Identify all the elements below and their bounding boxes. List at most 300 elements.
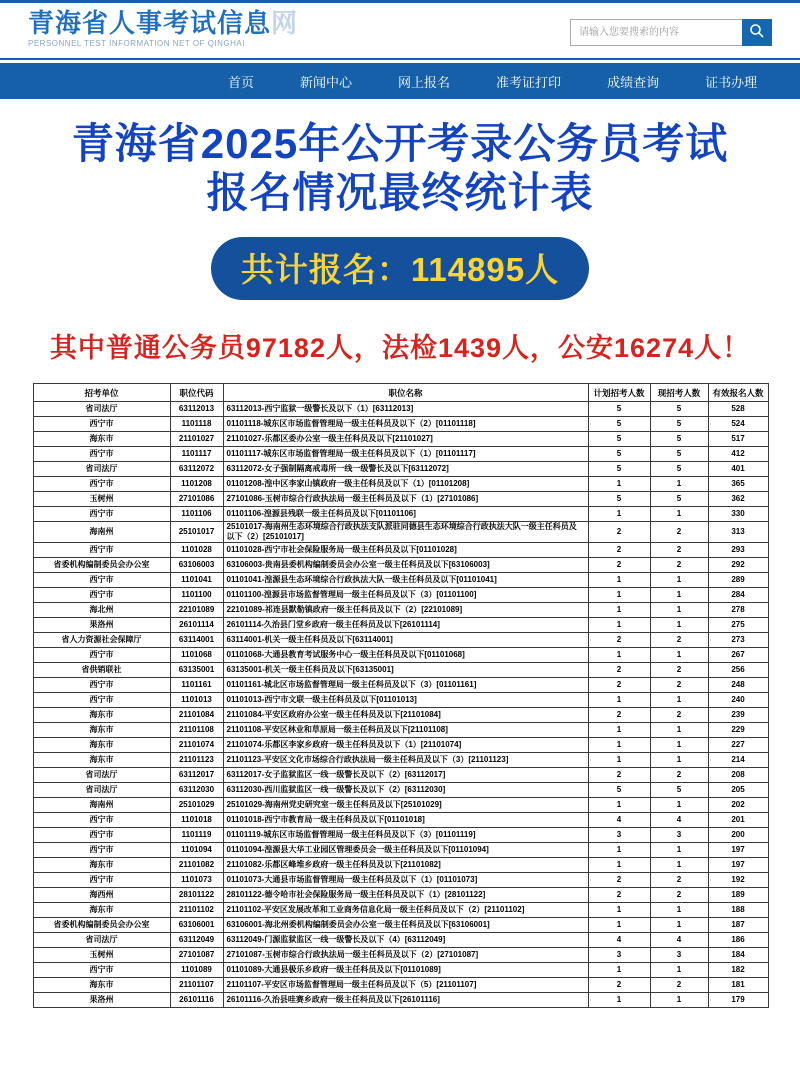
table-cell: 21101084-平安区政府办公室一级主任科员及以下[21101084] (223, 708, 588, 723)
table-cell: 4 (588, 933, 650, 948)
table-cell: 256 (708, 663, 768, 678)
table-row (33, 603, 768, 618)
table-row (33, 948, 768, 963)
table-cell: 5 (650, 447, 708, 462)
table-cell: 293 (708, 543, 768, 558)
table-cell: 27101087-玉树市综合行政执法局一级主任科员及以下（2）[27101087] (223, 948, 588, 963)
table-cell: 5 (588, 492, 650, 507)
breakdown-highlight: 其中普通公务员97182人，法检1439人，公安16274人！ (49, 333, 751, 364)
table-cell: 5 (650, 492, 708, 507)
column-header: 现招考人数 (650, 384, 708, 402)
table-cell: 2 (650, 633, 708, 648)
table-cell: 63114001-机关一级主任科员及以下[63114001] (223, 633, 588, 648)
table-cell: 63106003 (170, 558, 223, 573)
table-cell: 21101107-平安区市场监督管理局一级主任科员及以下（5）[21101107] (223, 978, 588, 993)
table-cell: 289 (708, 573, 768, 588)
table-cell: 1 (588, 993, 650, 1008)
table-cell: 3 (588, 948, 650, 963)
table-cell: 63112049 (170, 933, 223, 948)
column-header: 计划招考人数 (588, 384, 650, 402)
table-cell: 2 (588, 708, 650, 723)
table-cell: 5 (588, 462, 650, 477)
table-row (33, 618, 768, 633)
nav-item-admission-ticket[interactable]: 准考证打印 (496, 74, 562, 90)
table-cell: 海东市 (33, 738, 170, 753)
site-header (0, 3, 800, 56)
table-cell: 2 (650, 558, 708, 573)
table-cell: 248 (708, 678, 768, 693)
table-cell: 208 (708, 768, 768, 783)
table-cell: 2 (588, 873, 650, 888)
table-cell: 330 (708, 507, 768, 522)
statistics-table (33, 383, 769, 1008)
table-row (33, 522, 768, 543)
table-cell: 西宁市 (33, 573, 170, 588)
table-cell: 海东市 (33, 903, 170, 918)
table-cell: 玉树州 (33, 948, 170, 963)
table-cell: 3 (588, 828, 650, 843)
table-cell: 21101074 (170, 738, 223, 753)
table-cell: 365 (708, 477, 768, 492)
table-cell: 西宁市 (33, 543, 170, 558)
table-row (33, 993, 768, 1008)
table-cell: 25101017 (170, 522, 223, 543)
table-cell: 2 (650, 768, 708, 783)
page-title-line2: 报名情况最终统计表 (206, 169, 594, 217)
table-cell: 412 (708, 447, 768, 462)
table-cell: 184 (708, 948, 768, 963)
table-cell: 362 (708, 492, 768, 507)
table-cell: 西宁市 (33, 678, 170, 693)
table-cell: 25101029-海南州党史研究室一级主任科员及以下[25101029] (223, 798, 588, 813)
table-cell: 292 (708, 558, 768, 573)
table-cell: 01101161-城北区市场监督管理局一级主任科员及以下（3）[01101161] (223, 678, 588, 693)
table-cell: 63135001 (170, 663, 223, 678)
table-cell: 01101094-湟源县大华工业园区管理委员会一级主任科员及以下[01101094] (223, 843, 588, 858)
column-header: 职位名称 (223, 384, 588, 402)
table-cell: 21101108 (170, 723, 223, 738)
table-cell: 2 (650, 522, 708, 543)
table-cell: 28101122-德令哈市社会保险服务局一级主任科员及以下（1）[28101122] (223, 888, 588, 903)
table-cell: 1 (650, 918, 708, 933)
table-cell: 528 (708, 402, 768, 417)
table-cell: 1 (650, 507, 708, 522)
table-cell: 21101084 (170, 708, 223, 723)
table-cell: 1101118 (170, 417, 223, 432)
logo-title (28, 9, 298, 38)
table-cell: 1101018 (170, 813, 223, 828)
table-cell: 1 (650, 588, 708, 603)
table-cell: 201 (708, 813, 768, 828)
table-cell: 202 (708, 798, 768, 813)
table-cell: 3 (650, 828, 708, 843)
table-cell: 01101117-城东区市场监督管理局一级主任科员及以下（1）[01101117] (223, 447, 588, 462)
table-row (33, 573, 768, 588)
table-row (33, 477, 768, 492)
table-cell: 26101116-久治县哇赛乡政府一级主任科员及以下[26101116] (223, 993, 588, 1008)
table-row (33, 558, 768, 573)
table-cell: 21101074-乐都区李家乡政府一级主任科员及以下（1）[21101074] (223, 738, 588, 753)
table-cell: 1 (650, 477, 708, 492)
table-cell: 2 (588, 522, 650, 543)
table-row (33, 978, 768, 993)
table-cell: 21101107 (170, 978, 223, 993)
table-cell: 海东市 (33, 432, 170, 447)
table-cell: 63112072 (170, 462, 223, 477)
search-input[interactable] (570, 19, 742, 46)
table-cell: 西宁市 (33, 813, 170, 828)
table-cell: 01101118-城东区市场监督管理局一级主任科员及以下（2）[01101118] (223, 417, 588, 432)
table-cell: 2 (650, 978, 708, 993)
table-cell: 181 (708, 978, 768, 993)
table-row (33, 783, 768, 798)
table-cell: 63114001 (170, 633, 223, 648)
table-cell: 1 (588, 588, 650, 603)
table-row (33, 813, 768, 828)
table-cell: 2 (588, 978, 650, 993)
table-cell: 4 (650, 813, 708, 828)
table-cell: 63135001-机关一级主任科员及以下[63135001] (223, 663, 588, 678)
table-cell: 1 (650, 843, 708, 858)
table-cell: 5 (650, 462, 708, 477)
table-cell: 海东市 (33, 723, 170, 738)
statistics-table-wrap (33, 383, 768, 1008)
table-cell: 200 (708, 828, 768, 843)
table-cell: 1 (588, 963, 650, 978)
table-cell: 省委机构编制委员会办公室 (33, 558, 170, 573)
table-cell: 玉树州 (33, 492, 170, 507)
table-cell: 01101041-湟源县生态环境综合行政执法大队一级主任科员及以下[01101041] (223, 573, 588, 588)
table-cell: 1 (650, 798, 708, 813)
table-cell: 1101089 (170, 963, 223, 978)
table-cell: 省司法厅 (33, 462, 170, 477)
logo-title-main: 青海省人事考试信息 (28, 8, 272, 38)
table-cell: 187 (708, 918, 768, 933)
table-row (33, 768, 768, 783)
table-cell: 01101073-大通县市场监督管理局一级主任科员及以下（1）[01101073] (223, 873, 588, 888)
table-cell: 西宁市 (33, 417, 170, 432)
table-cell: 2 (650, 873, 708, 888)
total-registration-badge: 共计报名：114895人 (211, 237, 589, 300)
table-row (33, 843, 768, 858)
table-cell: 海北州 (33, 603, 170, 618)
table-cell: 省委机构编制委员会办公室 (33, 918, 170, 933)
table-cell: 1 (650, 963, 708, 978)
table-cell: 西宁市 (33, 828, 170, 843)
table-cell: 63112030 (170, 783, 223, 798)
table-cell: 240 (708, 693, 768, 708)
table-cell: 5 (650, 402, 708, 417)
table-cell: 2 (588, 558, 650, 573)
table-cell: 27101086-玉树市综合行政执法局一级主任科员及以下（1）[27101086] (223, 492, 588, 507)
table-cell: 5 (588, 402, 650, 417)
table-cell: 63112017-女子监狱监区一线一级警长及以下（2）[63112017] (223, 768, 588, 783)
table-cell: 01101028-西宁市社会保险服务局一级主任科员及以下[01101028] (223, 543, 588, 558)
table-cell: 192 (708, 873, 768, 888)
table-cell: 5 (650, 783, 708, 798)
table-cell: 省人力资源社会保障厅 (33, 633, 170, 648)
logo-subtitle: PERSONNEL TEST INFORMATION NET OF QINGHAI (28, 38, 245, 48)
table-cell: 21101027 (170, 432, 223, 447)
table-cell: 海东市 (33, 708, 170, 723)
table-cell: 1101013 (170, 693, 223, 708)
table-cell: 63106001 (170, 918, 223, 933)
table-cell: 21101027-乐都区委办公室一级主任科员及以下[21101027] (223, 432, 588, 447)
table-cell: 26101116 (170, 993, 223, 1008)
table-cell: 1 (650, 903, 708, 918)
table-cell: 西宁市 (33, 963, 170, 978)
table-row (33, 933, 768, 948)
table-cell: 海东市 (33, 978, 170, 993)
table-cell: 1101028 (170, 543, 223, 558)
table-cell: 省司法厅 (33, 402, 170, 417)
nav-item-news[interactable]: 新闻中心 (300, 74, 353, 90)
nav-item-home[interactable]: 首页 (228, 74, 255, 90)
table-row (33, 507, 768, 522)
magnifier-icon (749, 23, 765, 42)
table-cell: 205 (708, 783, 768, 798)
table-cell: 1 (588, 648, 650, 663)
table-cell: 239 (708, 708, 768, 723)
table-cell: 1101073 (170, 873, 223, 888)
table-cell: 1 (588, 858, 650, 873)
table-cell: 西宁市 (33, 507, 170, 522)
table-cell: 1 (650, 723, 708, 738)
table-cell: 21101123 (170, 753, 223, 768)
table-cell: 1 (650, 648, 708, 663)
search-bar (570, 19, 772, 46)
table-row (33, 588, 768, 603)
table-cell: 21101102-平安区发展改革和工业商务信息化局一级主任科员及以下（2）[21101102] (223, 903, 588, 918)
nav-item-online-registration[interactable]: 网上报名 (398, 74, 451, 90)
table-cell: 22101089-祁连县默勒镇政府一级主任科员及以下（2）[22101089] (223, 603, 588, 618)
table-cell: 果洛州 (33, 993, 170, 1008)
table-cell: 197 (708, 858, 768, 873)
table-cell: 186 (708, 933, 768, 948)
table-cell: 63112013 (170, 402, 223, 417)
table-cell: 海南州 (33, 798, 170, 813)
table-cell: 西宁市 (33, 588, 170, 603)
table-cell: 1 (650, 738, 708, 753)
search-button[interactable] (742, 19, 772, 46)
table-cell: 63112013-西宁监狱一级警长及以下（1）[63112013] (223, 402, 588, 417)
table-row (33, 648, 768, 663)
table-cell: 28101122 (170, 888, 223, 903)
table-cell: 63112030-西川监狱监区一线一级警长及以下（2）[63112030] (223, 783, 588, 798)
table-cell: 果洛州 (33, 618, 170, 633)
table-cell: 5 (650, 417, 708, 432)
table-row (33, 447, 768, 462)
table-cell: 284 (708, 588, 768, 603)
table-cell: 1101041 (170, 573, 223, 588)
table-cell: 西宁市 (33, 477, 170, 492)
table-cell: 197 (708, 843, 768, 858)
table-cell: 01101018-西宁市教育局一级主任科员及以下[01101018] (223, 813, 588, 828)
table-cell: 1 (650, 603, 708, 618)
table-cell: 西宁市 (33, 447, 170, 462)
table-cell: 1 (588, 738, 650, 753)
table-cell: 海东市 (33, 753, 170, 768)
column-header: 有效报名人数 (708, 384, 768, 402)
table-cell: 63112049-门源监狱监区一线一级警长及以下（4）[63112049] (223, 933, 588, 948)
table-cell: 1101106 (170, 507, 223, 522)
table-cell: 1101068 (170, 648, 223, 663)
table-cell: 275 (708, 618, 768, 633)
table-cell: 63112072-女子强制隔离戒毒所一线一级警长及以下[63112072] (223, 462, 588, 477)
table-cell: 1 (588, 903, 650, 918)
table-row (33, 693, 768, 708)
table-cell: 227 (708, 738, 768, 753)
table-cell: 21101108-平安区林业和草原局一级主任科员及以下[21101108] (223, 723, 588, 738)
table-cell: 214 (708, 753, 768, 768)
table-cell: 3 (650, 948, 708, 963)
table-cell: 27101087 (170, 948, 223, 963)
table-cell: 1 (588, 507, 650, 522)
table-row (33, 963, 768, 978)
table-cell: 01101119-城东区市场监督管理局一级主任科员及以下（3）[01101119] (223, 828, 588, 843)
table-cell: 21101102 (170, 903, 223, 918)
table-cell: 1 (650, 573, 708, 588)
nav-item-score-query[interactable]: 成绩查询 (607, 74, 660, 90)
nav-item-certificate[interactable]: 证书办理 (705, 74, 758, 90)
table-row (33, 858, 768, 873)
table-cell: 1 (650, 993, 708, 1008)
table-cell: 1 (588, 753, 650, 768)
table-cell: 401 (708, 462, 768, 477)
table-cell: 01101208-湟中区李家山镇政府一级主任科员及以下（1）[01101208] (223, 477, 588, 492)
logo (28, 9, 298, 48)
table-cell: 01101013-西宁市文联一级主任科员及以下[01101013] (223, 693, 588, 708)
table-cell: 1101100 (170, 588, 223, 603)
table-row (33, 828, 768, 843)
table-cell: 2 (650, 543, 708, 558)
table-row (33, 723, 768, 738)
table-row (33, 417, 768, 432)
table-row (33, 432, 768, 447)
table-cell: 1101117 (170, 447, 223, 462)
table-cell: 2 (588, 633, 650, 648)
table-cell: 01101106-湟源县残联一级主任科员及以下[01101106] (223, 507, 588, 522)
table-row (33, 543, 768, 558)
table-row (33, 462, 768, 477)
table-cell: 1 (650, 753, 708, 768)
table-cell: 5 (588, 447, 650, 462)
table-row (33, 708, 768, 723)
table-cell: 2 (588, 768, 650, 783)
table-row (33, 918, 768, 933)
table-row (33, 678, 768, 693)
table-row (33, 633, 768, 648)
column-header: 招考单位 (33, 384, 170, 402)
table-row (33, 753, 768, 768)
table-cell: 313 (708, 522, 768, 543)
table-cell: 1 (650, 618, 708, 633)
table-cell: 21101123-平安区文化市场综合行政执法局一级主任科员及以下（3）[21101123] (223, 753, 588, 768)
table-cell: 182 (708, 963, 768, 978)
table-cell: 25101029 (170, 798, 223, 813)
table-row (33, 663, 768, 678)
table-cell: 25101017-海南州生态环境综合行政执法支队派驻同德县生态环境综合行政执法大队一级主任科员及以下（2）[25101017] (223, 522, 588, 543)
table-cell: 21101082 (170, 858, 223, 873)
header-separator (0, 58, 800, 60)
table-cell: 5 (650, 432, 708, 447)
table-cell: 西宁市 (33, 843, 170, 858)
logo-title-suffix: 网 (271, 8, 299, 38)
table-cell: 1101094 (170, 843, 223, 858)
table-cell: 1 (588, 618, 650, 633)
table-cell: 1 (588, 843, 650, 858)
table-cell: 01101089-大通县极乐乡政府一级主任科员及以下[01101089] (223, 963, 588, 978)
table-cell: 2 (588, 678, 650, 693)
table-row (33, 492, 768, 507)
table-cell: 1 (588, 693, 650, 708)
table-cell: 1 (650, 858, 708, 873)
table-cell: 省司法厅 (33, 933, 170, 948)
table-row (33, 903, 768, 918)
table-cell: 273 (708, 633, 768, 648)
table-cell: 2 (588, 543, 650, 558)
table-cell: 1101208 (170, 477, 223, 492)
table-cell: 5 (588, 432, 650, 447)
table-cell: 01101100-湟源县市场监督管理局一级主任科员及以下（3）[01101100] (223, 588, 588, 603)
table-cell: 4 (588, 813, 650, 828)
table-cell: 省司法厅 (33, 768, 170, 783)
table-cell: 西宁市 (33, 693, 170, 708)
table-cell: 63106003-贵南县委机构编制委员会办公室一级主任科员及以下[63106003] (223, 558, 588, 573)
table-cell: 1 (588, 477, 650, 492)
table-cell: 4 (650, 933, 708, 948)
table-cell: 2 (650, 663, 708, 678)
table-cell: 2 (650, 708, 708, 723)
table-cell: 21101082-乐都区峰堆乡政府一级主任科员及以下[21101082] (223, 858, 588, 873)
table-cell: 省司法厅 (33, 783, 170, 798)
table-cell: 1 (588, 603, 650, 618)
table-cell: 2 (588, 663, 650, 678)
table-row (33, 402, 768, 417)
table-cell: 63106001-海北州委机构编制委员会办公室一级主任科员及以下[63106001] (223, 918, 588, 933)
table-header-row (33, 384, 768, 402)
table-cell: 1 (650, 693, 708, 708)
table-cell: 海东市 (33, 858, 170, 873)
table-row (33, 888, 768, 903)
table-cell: 22101089 (170, 603, 223, 618)
table-cell: 27101086 (170, 492, 223, 507)
table-cell: 26101114 (170, 618, 223, 633)
column-header: 职位代码 (170, 384, 223, 402)
table-cell: 海西州 (33, 888, 170, 903)
table-cell: 1 (588, 573, 650, 588)
table-cell: 1101119 (170, 828, 223, 843)
table-row (33, 798, 768, 813)
table-cell: 1 (588, 918, 650, 933)
table-body (33, 402, 768, 1008)
table-cell: 西宁市 (33, 873, 170, 888)
table-cell: 2 (588, 888, 650, 903)
table-cell: 5 (588, 783, 650, 798)
table-cell: 189 (708, 888, 768, 903)
main-nav (0, 63, 800, 99)
page-title (0, 119, 800, 217)
table-row (33, 873, 768, 888)
table-cell: 524 (708, 417, 768, 432)
table-cell: 517 (708, 432, 768, 447)
table-cell: 63112017 (170, 768, 223, 783)
table-cell: 海南州 (33, 522, 170, 543)
table-cell: 2 (650, 888, 708, 903)
table-cell: 1101161 (170, 678, 223, 693)
table-cell: 26101114-久治县门堂乡政府一级主任科员及以下[26101114] (223, 618, 588, 633)
table-cell: 278 (708, 603, 768, 618)
